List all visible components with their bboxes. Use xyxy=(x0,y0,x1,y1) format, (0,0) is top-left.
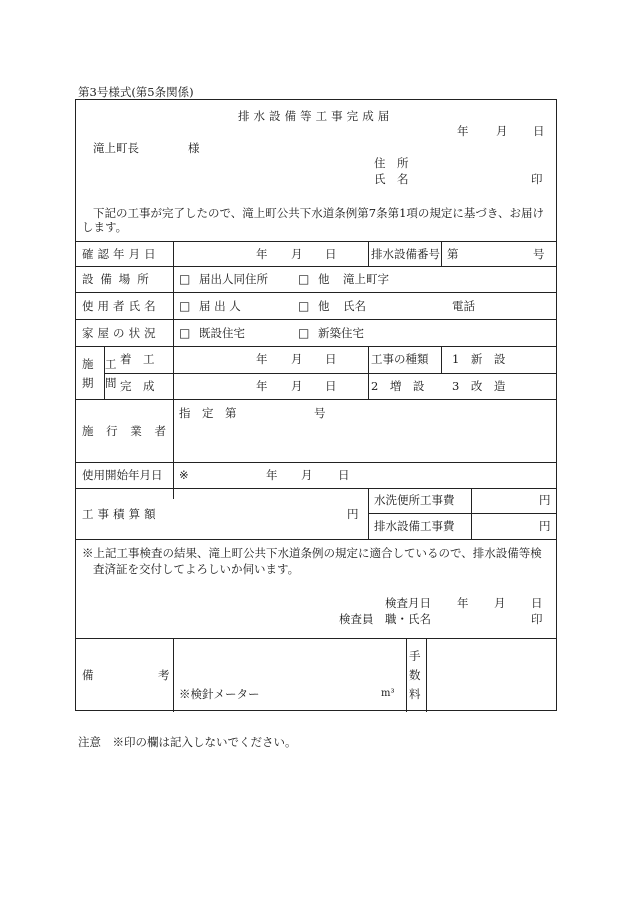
form-frame xyxy=(75,99,557,711)
drain-number-label: 排水設備番号 xyxy=(371,247,440,261)
divider xyxy=(104,346,105,399)
work-type-renovation: 3 改 造 xyxy=(452,379,506,393)
divider xyxy=(76,638,556,639)
start-use-day: 日 xyxy=(338,468,350,482)
inspection-text: 査済証を交付してよろしいか伺います。 xyxy=(93,562,300,576)
remarks-label-left: 備 xyxy=(82,668,94,682)
end-month: 月 xyxy=(291,379,303,393)
work-type-extension: 2 増 設 xyxy=(371,379,425,393)
honorific: 様 xyxy=(188,141,200,155)
divider xyxy=(76,346,556,347)
designated-number-suffix: 号 xyxy=(314,406,326,420)
row-label-location: 設備場所 xyxy=(82,272,156,286)
footer-note: 注意 ※印の欄は記入しないでください。 xyxy=(78,735,297,749)
start-month: 月 xyxy=(291,352,303,366)
divider xyxy=(368,241,369,266)
row-label-confirm-date: 確認年月日 xyxy=(82,247,160,261)
addressee: 滝上町長 xyxy=(93,141,139,155)
end-day: 日 xyxy=(325,379,337,393)
row-label-user-name: 使用者氏名 xyxy=(82,299,160,313)
option-other: 他 xyxy=(318,299,330,313)
divider xyxy=(173,241,174,499)
row-label-house-status: 家屋の状況 xyxy=(82,326,160,340)
drain-number-suffix: 号 xyxy=(533,247,545,261)
meter-unit: m³ xyxy=(381,688,395,699)
divider xyxy=(368,346,369,399)
checkbox[interactable]: □ xyxy=(179,272,191,286)
start-use-month: 月 xyxy=(301,468,313,482)
confirm-year: 年 xyxy=(256,247,268,261)
fee-char: 手 xyxy=(409,649,421,663)
divider xyxy=(368,513,556,514)
location-town: 滝上町字 xyxy=(343,272,389,286)
period-start-label: 着 工 xyxy=(120,352,155,366)
checkbox[interactable]: □ xyxy=(298,326,310,340)
option-same-address: 届出人同住所 xyxy=(199,272,268,286)
date-year: 年 xyxy=(457,124,469,138)
checkbox[interactable]: □ xyxy=(179,326,191,340)
start-use-year: 年 xyxy=(266,468,278,482)
start-year: 年 xyxy=(256,352,268,366)
toilet-cost-yen: 円 xyxy=(539,493,551,507)
period-label-top: 施 工 xyxy=(82,357,117,371)
checkbox[interactable]: □ xyxy=(298,272,310,286)
checkbox[interactable]: □ xyxy=(298,299,310,313)
divider xyxy=(441,241,442,266)
inspection-seal: 印 xyxy=(531,612,543,626)
start-day: 日 xyxy=(325,352,337,366)
row-label-contractor: 施行業者 xyxy=(82,424,179,438)
drain-cost-yen: 円 xyxy=(539,519,551,533)
notice-text: 下記の工事が完了したので、滝上町公共下水道条例第7条第1項の規定に基づき、お届け xyxy=(93,206,544,220)
divider xyxy=(173,638,174,712)
divider xyxy=(76,241,556,242)
divider xyxy=(76,319,556,320)
divider xyxy=(406,638,407,712)
confirm-day: 日 xyxy=(325,247,337,261)
form-title: 排水設備等工事完成届 xyxy=(238,109,394,123)
divider xyxy=(76,488,556,489)
option-applicant: 届 出 人 xyxy=(199,299,241,313)
option-other: 他 xyxy=(318,272,330,286)
divider xyxy=(76,462,556,463)
office-use-mark: ※ xyxy=(179,468,189,482)
phone-label: 電話 xyxy=(452,299,475,313)
form-label: 第3号様式(第5条関係) xyxy=(78,85,194,99)
fee-char: 数 xyxy=(409,668,421,682)
divider xyxy=(471,488,472,539)
divider xyxy=(76,266,556,267)
designated-number-label: 指 定 第 xyxy=(179,406,237,420)
remarks-label-right: 考 xyxy=(158,668,170,682)
fee-char: 料 xyxy=(409,687,421,701)
divider xyxy=(104,373,556,374)
name-label: 氏 名 xyxy=(374,172,409,186)
row-label-start-use: 使用開始年月日 xyxy=(82,468,163,482)
meter-label: ※検針メーター xyxy=(179,687,260,701)
inspection-year: 年 xyxy=(457,596,469,610)
period-end-label: 完 成 xyxy=(120,379,155,393)
divider xyxy=(76,292,556,293)
confirm-month: 月 xyxy=(291,247,303,261)
divider xyxy=(76,539,556,540)
notice-text: します。 xyxy=(82,220,128,234)
address-label: 住 所 xyxy=(374,156,409,170)
toilet-cost-label: 水洗便所工事費 xyxy=(374,493,455,507)
inspector-label: 検査員 xyxy=(339,612,374,626)
period-label-bottom: 期 間 xyxy=(82,376,117,390)
seal-mark: 印 xyxy=(531,172,543,186)
estimate-yen: 円 xyxy=(347,507,359,521)
drain-number-prefix: 第 xyxy=(447,247,459,261)
checkbox[interactable]: □ xyxy=(179,299,191,313)
user-name-label: 氏名 xyxy=(343,299,366,313)
inspection-text: ※上記工事検査の結果、滝上町公共下水道条例の規定に適合しているので、排水設備等検 xyxy=(82,546,542,560)
inspector-position-name: 職・氏名 xyxy=(385,612,431,626)
row-label-estimate: 工事積算額 xyxy=(82,507,160,521)
divider xyxy=(441,346,442,373)
work-type-new: 1 新 設 xyxy=(452,352,506,366)
end-year: 年 xyxy=(256,379,268,393)
divider xyxy=(368,488,369,539)
option-new-house: 新築住宅 xyxy=(318,326,364,340)
divider xyxy=(76,399,556,400)
drain-cost-label: 排水設備工事費 xyxy=(374,519,455,533)
date-day: 日 xyxy=(533,124,545,138)
option-existing-house: 既設住宅 xyxy=(199,326,245,340)
date-month: 月 xyxy=(496,124,508,138)
inspection-month: 月 xyxy=(494,596,506,610)
divider xyxy=(426,638,427,712)
inspection-date-label: 検査月日 xyxy=(385,596,431,610)
work-type-label: 工事の種類 xyxy=(371,352,429,366)
inspection-day: 日 xyxy=(531,596,543,610)
